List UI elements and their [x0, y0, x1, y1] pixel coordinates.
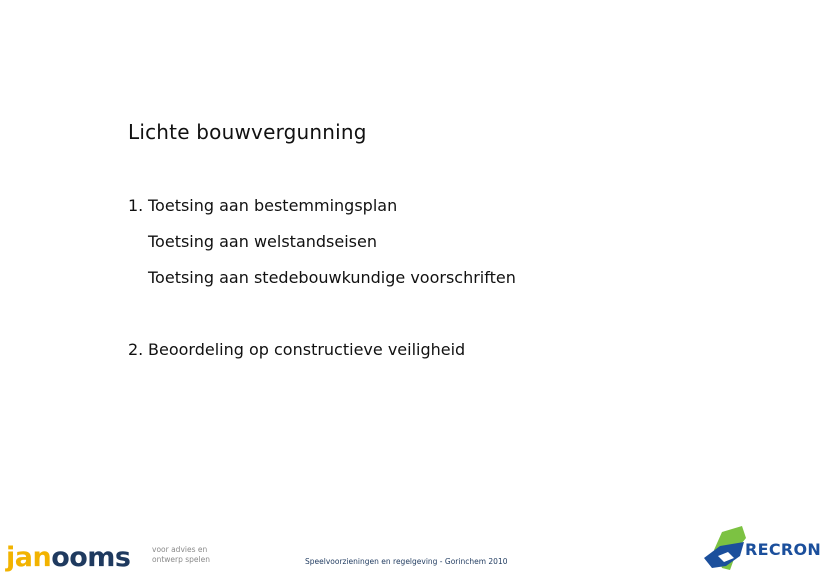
list-item-number: 2.: [128, 340, 144, 359]
janooms-tagline: [152, 545, 232, 565]
janooms-logo: [6, 540, 136, 576]
list-item-text: Beoordeling op constructieve veiligheid: [148, 340, 466, 359]
list-item-text: Toetsing aan bestemmingsplan: [148, 196, 398, 215]
slide-title: Lichte bouwvergunning: [128, 120, 367, 144]
list-item: [128, 196, 397, 215]
recron-logo-text: RECRON: [745, 540, 822, 559]
list-item: [148, 232, 377, 251]
tagline-line-1: voor advies en: [152, 545, 208, 554]
list-item-text: Toetsing aan welstandseisen: [148, 232, 377, 251]
list-item-number: 1.: [128, 196, 144, 215]
tagline-line-2: ontwerp spelen: [152, 555, 210, 564]
list-item: [148, 268, 516, 287]
list-item: [128, 340, 465, 359]
footer-text: Speelvoorzieningen en regelgeving - Gorinchem 2010: [305, 557, 508, 566]
janooms-logo-jan: jan: [6, 542, 52, 573]
janooms-logo-ooms: ooms: [51, 542, 131, 573]
list-item-text: Toetsing aan stedebouwkundige voorschriften: [148, 268, 516, 287]
